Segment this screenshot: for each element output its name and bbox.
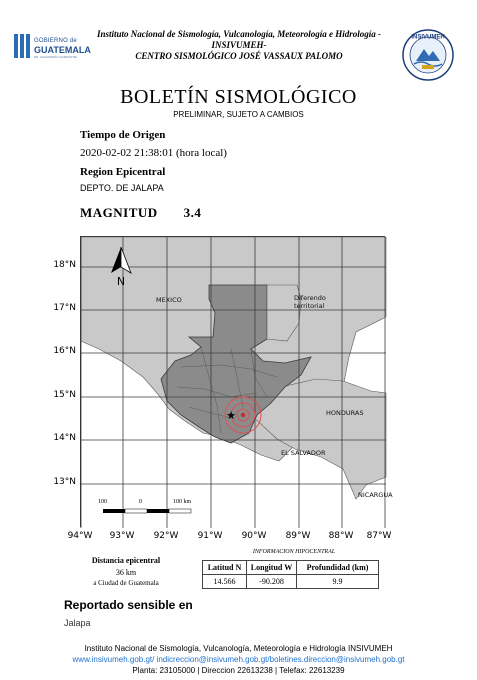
felt-reports-label: Reportado sensible en: [64, 598, 193, 612]
scale-label-left: 100: [98, 499, 107, 505]
scale-label-zero: 0: [139, 499, 142, 505]
hypocenter-table: [202, 560, 379, 589]
origin-time-label: Tiempo de Origen: [80, 129, 166, 141]
lon-tick: 88°W: [328, 531, 354, 541]
label-mexico: MEXICO: [156, 296, 182, 304]
logo-text-guatemala: GUATEMALA: [34, 45, 91, 55]
label-honduras: HONDURAS: [326, 409, 364, 417]
lon-tick: 90°W: [241, 531, 267, 541]
header-longitude: Longitud W: [247, 561, 297, 575]
map-svg: [81, 237, 393, 528]
lat-tick: 13°N: [53, 477, 76, 487]
table-row: [203, 575, 379, 589]
magnitude-value: 3.4: [183, 205, 202, 220]
epicenter-dot: [241, 413, 245, 417]
footer-phones: Planta: 23105000 | Direccion 22613238 | Telefax: 22613239: [132, 666, 345, 675]
region-label: Region Epicentral: [80, 166, 166, 178]
label-nicaragua: NICARGUA: [358, 491, 393, 499]
bulletin-subtitle: PRELIMINAR, SUJETO A CAMBIOS: [173, 110, 304, 119]
lat-tick: 15°N: [53, 390, 76, 400]
flag-icon: [14, 34, 30, 58]
label-el-salvador: EL SALVADOR: [281, 449, 326, 457]
label-belize-line2: territorial: [294, 302, 325, 310]
lon-tick: 87°W: [366, 531, 392, 541]
lat-tick: 17°N: [53, 303, 76, 313]
lat-tick: 18°N: [53, 260, 76, 270]
institution-header: [80, 29, 398, 62]
insivumeh-seal-icon: [402, 29, 454, 81]
epicentral-distance: [70, 556, 182, 587]
svg-text:INSIVUMEH: INSIVUMEH: [411, 34, 445, 41]
header-latitude: Latitud N: [203, 561, 247, 575]
magnitude-label: MAGNITUD: [80, 205, 158, 220]
lon-tick: 89°W: [285, 531, 311, 541]
hypocenter-caption: INFORMACION HIPOCENTRAL: [252, 549, 336, 555]
header-line-3: CENTRO SISMOLÓGICO JOSÉ VASSAUX PALOMO: [135, 51, 343, 61]
lon-tick: 94°W: [67, 531, 93, 541]
region-value: DEPTO. DE JALAPA: [80, 183, 164, 193]
lat-tick: 16°N: [53, 346, 76, 356]
epicenter-map: [80, 236, 393, 527]
table-header-row: [203, 561, 379, 575]
magnitude: [80, 205, 201, 221]
lon-tick: 91°W: [197, 531, 223, 541]
bulletin-title: BOLETÍN SISMOLÓGICO: [120, 86, 357, 108]
header-line-1: Instituto Nacional de Sismología, Vulcanología, Meteorología e Hidrología -: [96, 29, 382, 39]
guatemala-city-star-icon: ★: [226, 410, 236, 422]
header-line-2: INSIVUMEH-: [211, 40, 267, 50]
epicentral-distance-value: 36 km: [115, 568, 137, 577]
gobierno-guatemala-logo: [14, 34, 91, 62]
origin-time-value: 2020-02-02 21:38:01 (hora local): [80, 147, 227, 159]
label-belize-line1: Diferendo: [294, 294, 326, 302]
lon-tick: 93°W: [109, 531, 135, 541]
epicentral-distance-label: Distancia epicentral: [91, 556, 161, 565]
north-label: N: [116, 275, 126, 288]
felt-reports-value: Jalapa: [64, 618, 91, 628]
cell-latitude: 14.566: [203, 575, 247, 589]
lon-tick: 92°W: [153, 531, 179, 541]
logo-text-president: DR. ALEJANDRO GIAMMATTEI: [34, 55, 78, 59]
footer-links[interactable]: www.insivumeh.gob.gt/ indicreccion@insivumeh.gob.gt/boletines.direccion@insivumeh.gob.gt: [72, 655, 405, 664]
cell-depth: 9.9: [297, 575, 379, 589]
footer-institution: Instituto Nacional de Sismología, Vulcanología, Meteorología e Hidrología INSIVUMEH: [84, 644, 393, 653]
lat-tick: 14°N: [53, 433, 76, 443]
scale-label-right: 100 km: [173, 499, 192, 505]
logo-text-gobierno: GOBIERNO de: [34, 38, 77, 44]
header-depth: Profundidad (km): [297, 561, 379, 575]
cell-longitude: -90.208: [247, 575, 297, 589]
epicentral-distance-reference: a Ciudad de Guatemala: [93, 579, 159, 587]
